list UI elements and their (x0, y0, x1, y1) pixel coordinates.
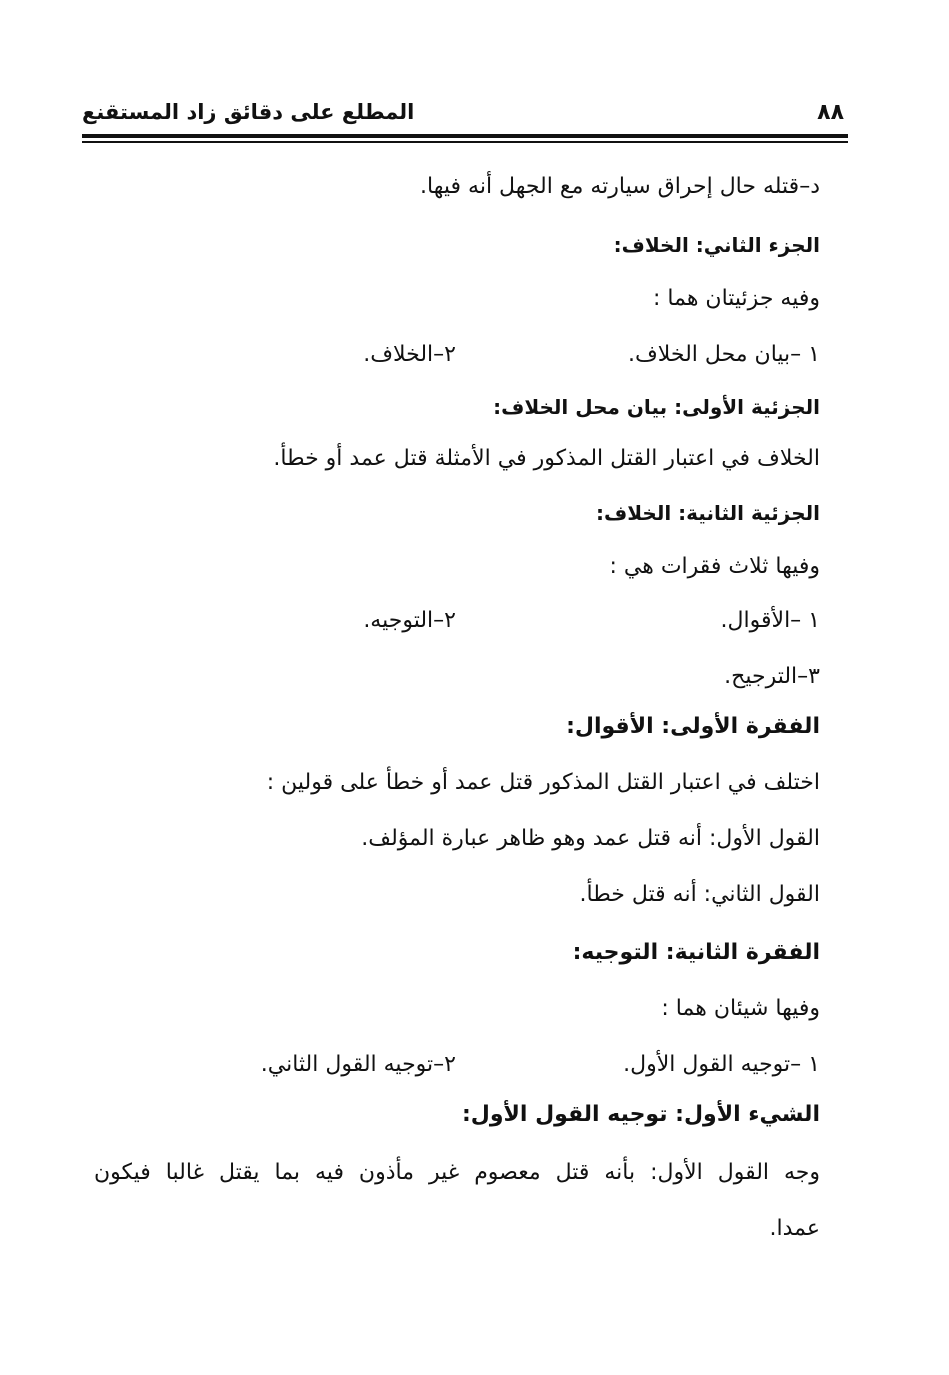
page-header (82, 98, 846, 132)
text-line: القول الأول: أنه قتل عمد وهو ظاهر عبارة المؤلف. (361, 826, 820, 851)
text-line: وفيها ثلاث فقرات هي : (609, 554, 820, 579)
running-title: المطلع على دقائق زاد المستقنع (82, 100, 415, 124)
text-line: اختلف في اعتبار القتل المذكور قتل عمد أو خطأ على قولين : (266, 770, 820, 795)
section-heading: الشيء الأول: توجيه القول الأول: (461, 1102, 820, 1127)
text-line: د–قتله حال إحراق سيارته مع الجهل أنه فيها. (420, 174, 820, 199)
section-heading: الفقرة الثانية: التوجيه: (572, 940, 820, 965)
list-item: ١ –الأقوال. (720, 608, 820, 633)
text-line: القول الثاني: أنه قتل خطأ. (579, 882, 820, 907)
section-heading: الجزئية الثانية: الخلاف: (596, 501, 820, 525)
list-item: ٢–التوجيه. (363, 608, 456, 633)
list-item: ٢–توجيه القول الثاني. (260, 1052, 456, 1077)
text-line: الخلاف في اعتبار القتل المذكور في الأمثلة قتل عمد أو خطأ. (273, 446, 820, 471)
section-heading: الفقرة الأولى: الأقوال: (566, 714, 820, 739)
section-heading: الجزئية الأولى: بيان محل الخلاف: (493, 395, 820, 419)
header-rule-thin (82, 141, 848, 143)
section-heading: الجزء الثاني: الخلاف: (613, 233, 820, 257)
list-item: ١ –بيان محل الخلاف. (627, 342, 820, 367)
list-item: ٢–الخلاف. (363, 342, 456, 367)
list-item: ١ –توجيه القول الأول. (623, 1052, 820, 1077)
text-line: عمدا. (769, 1216, 820, 1241)
page-number: ٨٨ (817, 100, 844, 125)
text-line: وفيها شيئان هما : (661, 996, 820, 1021)
text-line: وفيه جزئيتان هما : (653, 286, 820, 311)
text-line: وجه القول الأول: بأنه قتل معصوم غير مأذون فيه بما يقتل غالبا فيكون (94, 1160, 820, 1185)
header-rule-thick (82, 134, 848, 138)
text-line: ٣–الترجيح. (724, 664, 820, 689)
